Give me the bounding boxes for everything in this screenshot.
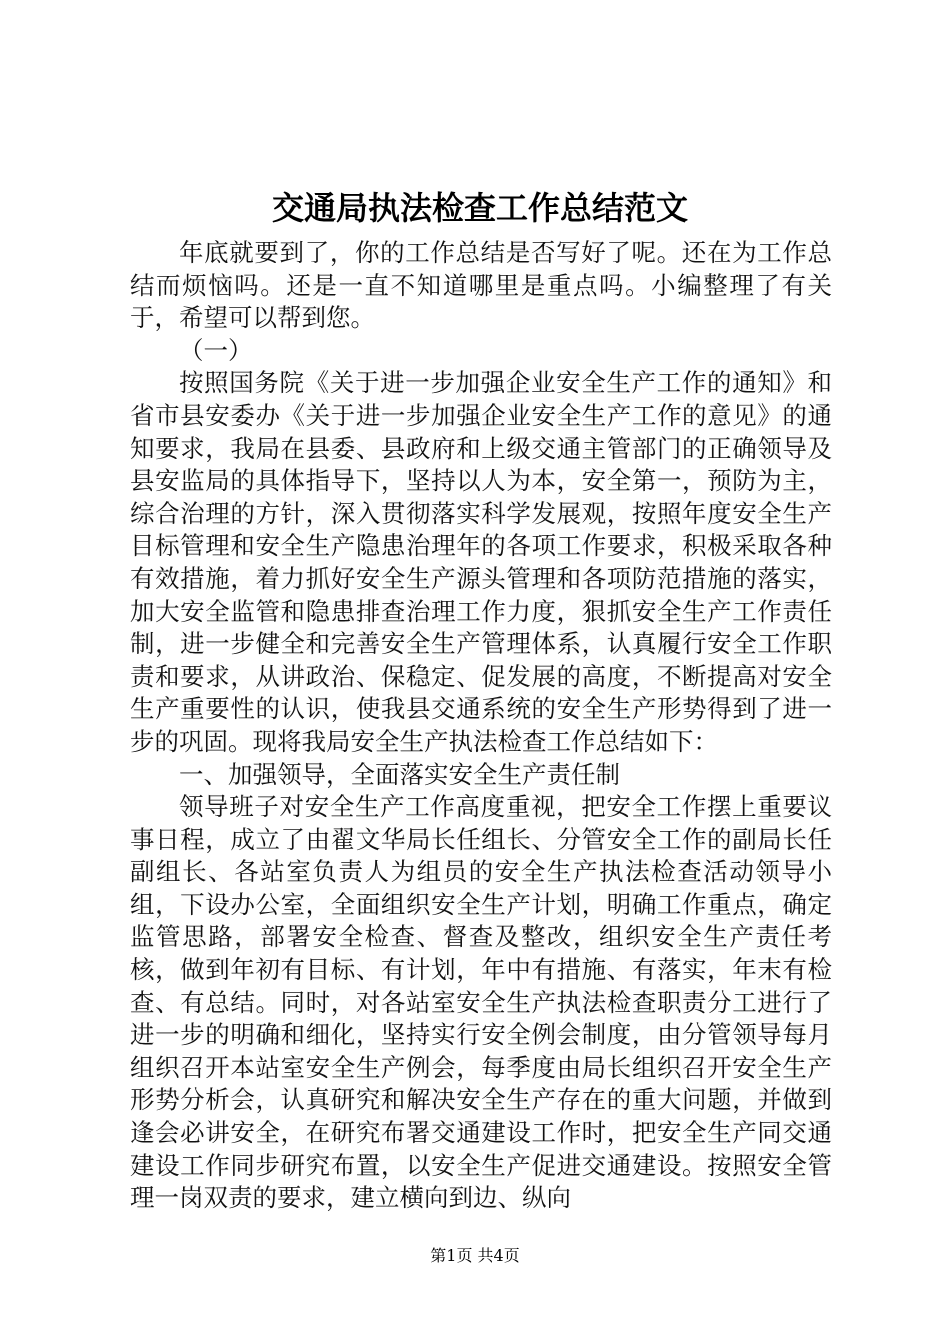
document-title: 交通局执法检查工作总结范文 [271, 189, 688, 227]
section-marker: （一） [179, 335, 253, 365]
body-paragraph-1: 按照国务院《关于进一步加强企业安全生产工作的通知》和省市县安委办《关于进一步加强企业安全生产工作的意见》的通知要求，我局在县委、县政府和上级交通主管部门的正确领导及县安监局的具体指导下，坚持以人为本，安全第一，预防为主，综合治理的方针，深入贯彻落实科学发展观，按照年度安全生产目标管理和安全生产隐患治理年的各项工作要求，积极采取各种有效措施，着力抓好安全生产源头管理和各项防范措施的落实，加大安全监管和隐患排查治理工作力度，狠抓安全生产工作责任制，进一步健全和完善安全生产管理体系，认真履行安全工作职责和要求，从讲政治、保稳定、促发展的高度，不断提高对安全生产重要性的认识，使我县交通系统的安全生产形势得到了进一步的巩固。现将我局安全生产执法检查工作总结如下： [130, 368, 832, 756]
section-heading-1: 一、加强领导，全面落实安全生产责任制 [179, 759, 620, 789]
body-paragraph-2: 领导班子对安全生产工作高度重视，把安全工作摆上重要议事日程，成立了由翟文华局长任组长、分管安全工作的副局长任副组长、各站室负责人为组员的安全生产执法检查活动领导小组，下设办公室，全面组织安全生产计划，明确工作重点，确定监管思路，部署安全检查、督查及整改，组织安全生产责任考核，做到年初有目标、有计划，年中有措施、有落实，年末有检查、有总结。同时，对各站室安全生产执法检查职责分工进行了进一步的明确和细化，坚持实行安全例会制度，由分管领导每月组织召开本站室安全生产例会，每季度由局长组织召开安全生产形势分析会，认真研究和解决安全生产存在的重大问题，并做到逢会必讲安全，在研究布署交通建设工作时，把安全生产同交通建设工作同步研究布置，以安全生产促进交通建设。按照安全管理一岗双责的要求，建立横向到边、纵向 [130, 792, 832, 1213]
document-body [130, 237, 832, 1215]
intro-paragraph: 年底就要到了，你的工作总结是否写好了呢。还在为工作总结而烦恼吗。还是一直不知道哪里是重点吗。小编整理了有关于，希望可以帮到您。 [130, 238, 832, 333]
page-footer: 第1页 共4页 [430, 1246, 520, 1265]
